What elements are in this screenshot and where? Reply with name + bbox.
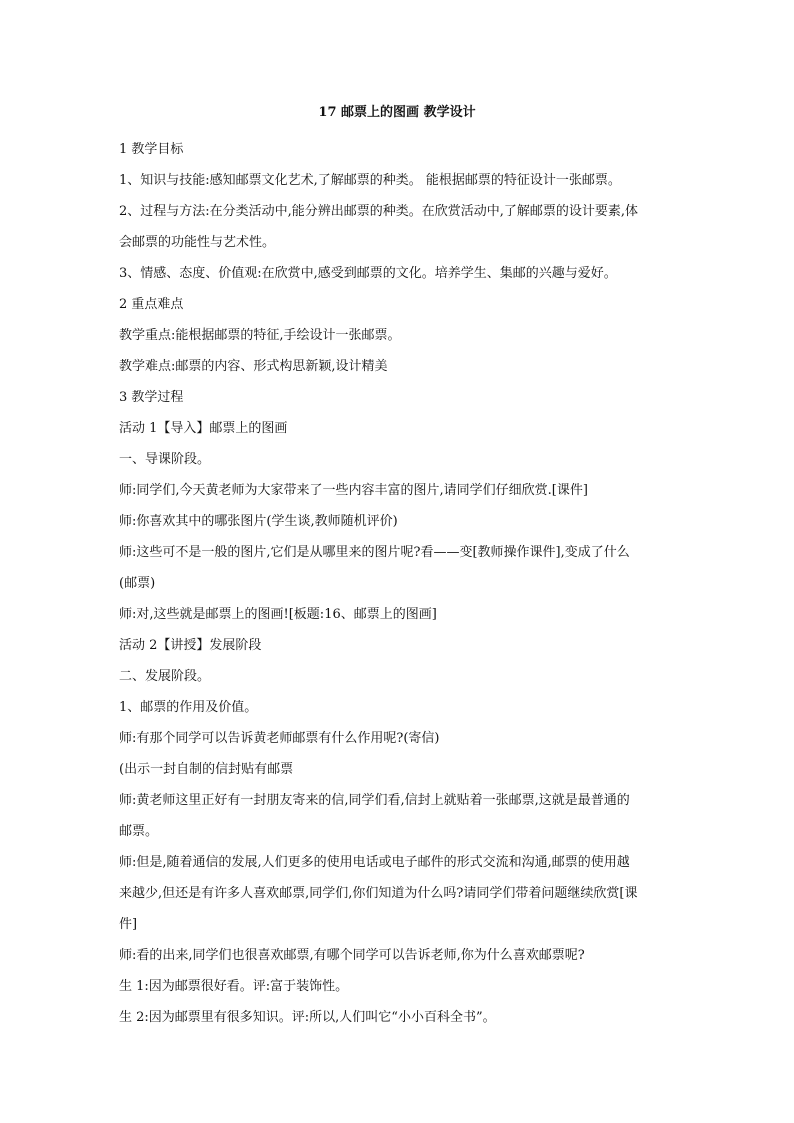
paragraph-line: 生 1:因为邮票很好看。评:富于装饰性。: [119, 979, 349, 994]
paragraph-line: 教学难点:邮票的内容、形式构思新颖,设计精美: [119, 359, 388, 374]
paragraph-line: 师:黄老师这里正好有一封朋友寄来的信,同学们看,信封上就贴着一张邮票,这就是最普通的: [119, 793, 630, 808]
paragraph-line: 件]: [119, 917, 138, 932]
document-body: [119, 134, 675, 1033]
section-heading-key-points: 2 重点难点: [119, 297, 184, 312]
paragraph-line: 二、发展阶段。: [119, 669, 211, 684]
activity-heading: 活动 2【讲授】发展阶段: [119, 638, 262, 653]
paragraph-line: 来越少,但还是有许多人喜欢邮票,同学们,你们知道为什么吗?请同学们带着问题继续欣赏[课: [119, 886, 638, 901]
paragraph-line: 1、知识与技能:感知邮票文化艺术,了解邮票的种类。 能根据邮票的特征设计一张邮票。: [119, 173, 621, 188]
paragraph-line: 师:但是,随着通信的发展,人们更多的使用电话或电子邮件的形式交流和沟通,邮票的使用越: [119, 855, 630, 870]
paragraph-line: (邮票): [119, 576, 156, 591]
paragraph-line: 师:同学们,今天黄老师为大家带来了一些内容丰富的图片,请同学们仔细欣赏.[课件]: [119, 483, 588, 498]
paragraph-line: (出示一封自制的信封贴有邮票: [119, 762, 294, 777]
paragraph-line: 师:有那个同学可以告诉黄老师邮票有什么作用呢?(寄信): [119, 731, 440, 746]
paragraph-line: 教学重点:能根据邮票的特征,手绘设计一张邮票。: [119, 328, 401, 343]
paragraph-line: 1、邮票的作用及价值。: [119, 700, 258, 715]
paragraph-line: 师:对,这些就是邮票上的图画![板题:16、邮票上的图画]: [119, 607, 437, 622]
paragraph-line: 师:看的出来,同学们也很喜欢邮票,有哪个同学可以告诉老师,你为什么喜欢邮票呢?: [119, 948, 585, 963]
paragraph-line: 会邮票的功能性与艺术性。: [119, 235, 276, 250]
activity-heading: 活动 1【导入】邮票上的图画: [119, 421, 288, 436]
paragraph-line: 2、过程与方法:在分类活动中,能分辨出邮票的种类。在欣赏活动中,了解邮票的设计要素,体: [119, 204, 639, 219]
paragraph-line: 师:这些可不是一般的图片,它们是从哪里来的图片呢?看——变[教师操作课件],变成了什么: [119, 545, 630, 560]
paragraph-line: 生 2:因为邮票里有很多知识。评:所以,人们叫它“小小百科全书”。: [119, 1010, 496, 1025]
paragraph-line: 师:你喜欢其中的哪张图片(学生谈,教师随机评价): [119, 514, 398, 529]
paragraph-line: 一、导课阶段。: [119, 452, 211, 467]
document-title: 17 邮票上的图画 教学设计: [318, 105, 476, 120]
section-heading-process: 3 教学过程: [119, 390, 184, 405]
section-heading-objectives: 1 教学目标: [119, 142, 184, 157]
paragraph-line: 3、情感、态度、价值观:在欣赏中,感受到邮票的文化。培养学生、集邮的兴趣与爱好。: [119, 266, 617, 281]
paragraph-line: 邮票。: [119, 824, 159, 839]
